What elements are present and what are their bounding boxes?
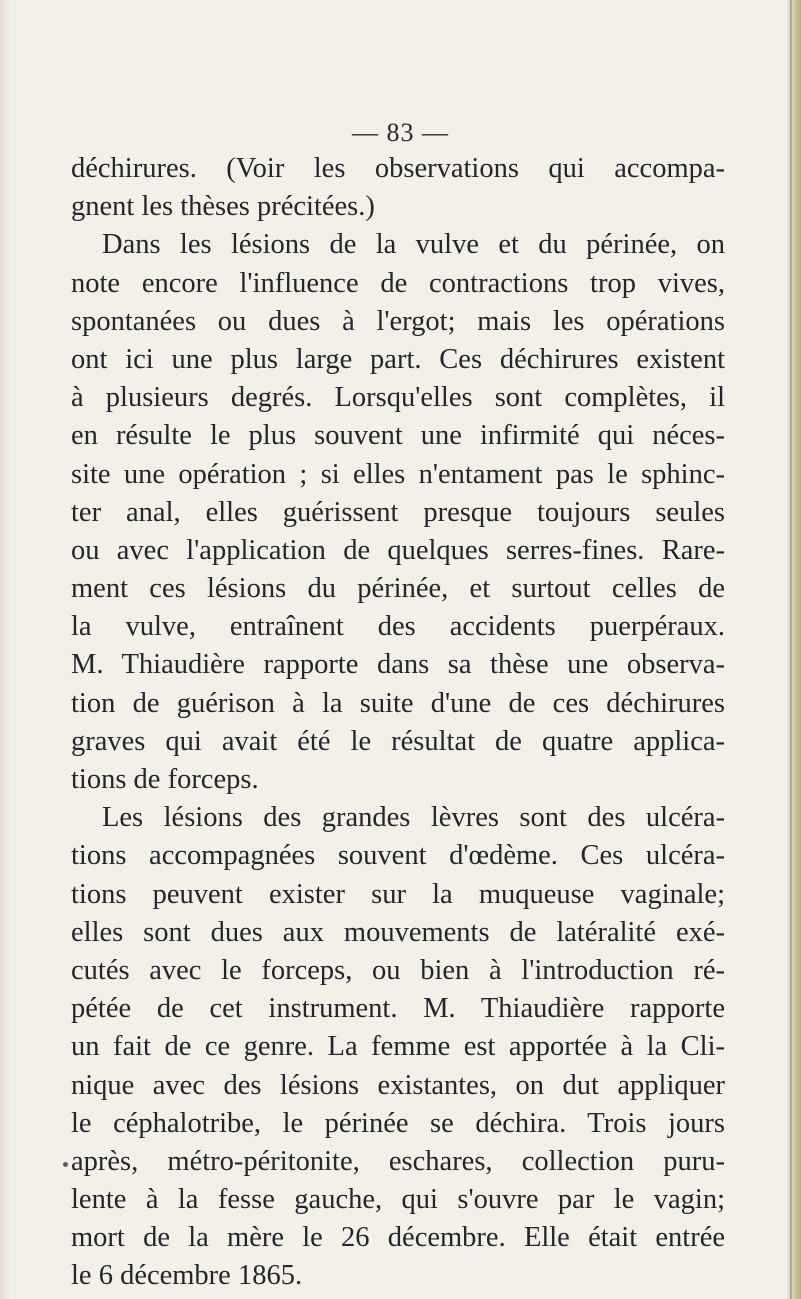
text-line: ont ici une plus large part. Ces déchirures existent <box>71 343 725 375</box>
text-line: ter anal, elles guérissent presque toujours seules <box>71 496 725 528</box>
text-line: graves qui avait été le résultat de quatre applica- <box>71 725 725 757</box>
text-line: tions peuvent exister sur la muqueuse vaginale; <box>71 878 725 910</box>
text-line: ou avec l'application de quelques serres-fines. Rare- <box>71 534 725 566</box>
text-line: après, métro-péritonite, eschares, collection puru- <box>71 1145 725 1177</box>
text-line: cutés avec le forceps, ou bien à l'introduction ré- <box>71 954 725 986</box>
text-line: Dans les lésions de la vulve et du périnée, on <box>102 229 725 261</box>
text-line: mort de la mère le 26 décembre. Elle était entrée <box>71 1222 725 1254</box>
page-number: — 83 — <box>352 118 449 147</box>
text-line: elles sont dues aux mouvements de latéralité exé- <box>71 916 725 948</box>
text-line: tions de forceps. <box>71 764 259 795</box>
text-line: à plusieurs degrés. Lorsqu'elles sont complètes, il <box>71 382 725 414</box>
text-line: un fait de ce genre. La femme est apportée à la Cli- <box>71 1031 725 1063</box>
text-line: tion de guérison à la suite d'une de ces déchirures <box>71 687 725 719</box>
text-line: lente à la fesse gauche, qui s'ouvre par le vagin; <box>71 1184 725 1216</box>
text-line: en résulte le plus souvent une infirmité qui néces- <box>71 420 725 452</box>
page-edge-shadow <box>0 0 10 1299</box>
text-line: le céphalotribe, le périnée se déchira. Trois jours <box>71 1107 725 1139</box>
text-line: nique avec des lésions existantes, on dut appliquer <box>71 1069 725 1101</box>
text-line: site une opération ; si elles n'entament pas le sphinc- <box>71 458 725 490</box>
text-line: pétée de cet instrument. M. Thiaudière rapporte <box>71 993 725 1025</box>
text-line: la vulve, entraînent des accidents puerpéraux. <box>71 611 725 643</box>
text-line: Les lésions des grandes lèvres sont des ulcéra- <box>102 802 725 834</box>
text-line: déchirures. (Voir les observations qui accompa- <box>71 153 725 184</box>
body-text <box>71 150 725 1296</box>
binding-line <box>790 0 792 1299</box>
text-line: spontanées ou dues à l'ergot; mais les opérations <box>71 305 725 337</box>
ink-speck <box>63 1162 68 1167</box>
text-line: tions accompagnées souvent d'œdème. Ces ulcéra- <box>71 840 725 872</box>
text-line: M. Thiaudière rapporte dans sa thèse une observa- <box>71 649 725 681</box>
text-line: le 6 décembre 1865. <box>71 1260 303 1292</box>
text-line: gnent les thèses précitées.) <box>71 191 375 223</box>
text-line: ment ces lésions du périnée, et surtout celles de <box>71 573 725 605</box>
text-line: note encore l'influence de contractions trop vives, <box>71 267 725 299</box>
